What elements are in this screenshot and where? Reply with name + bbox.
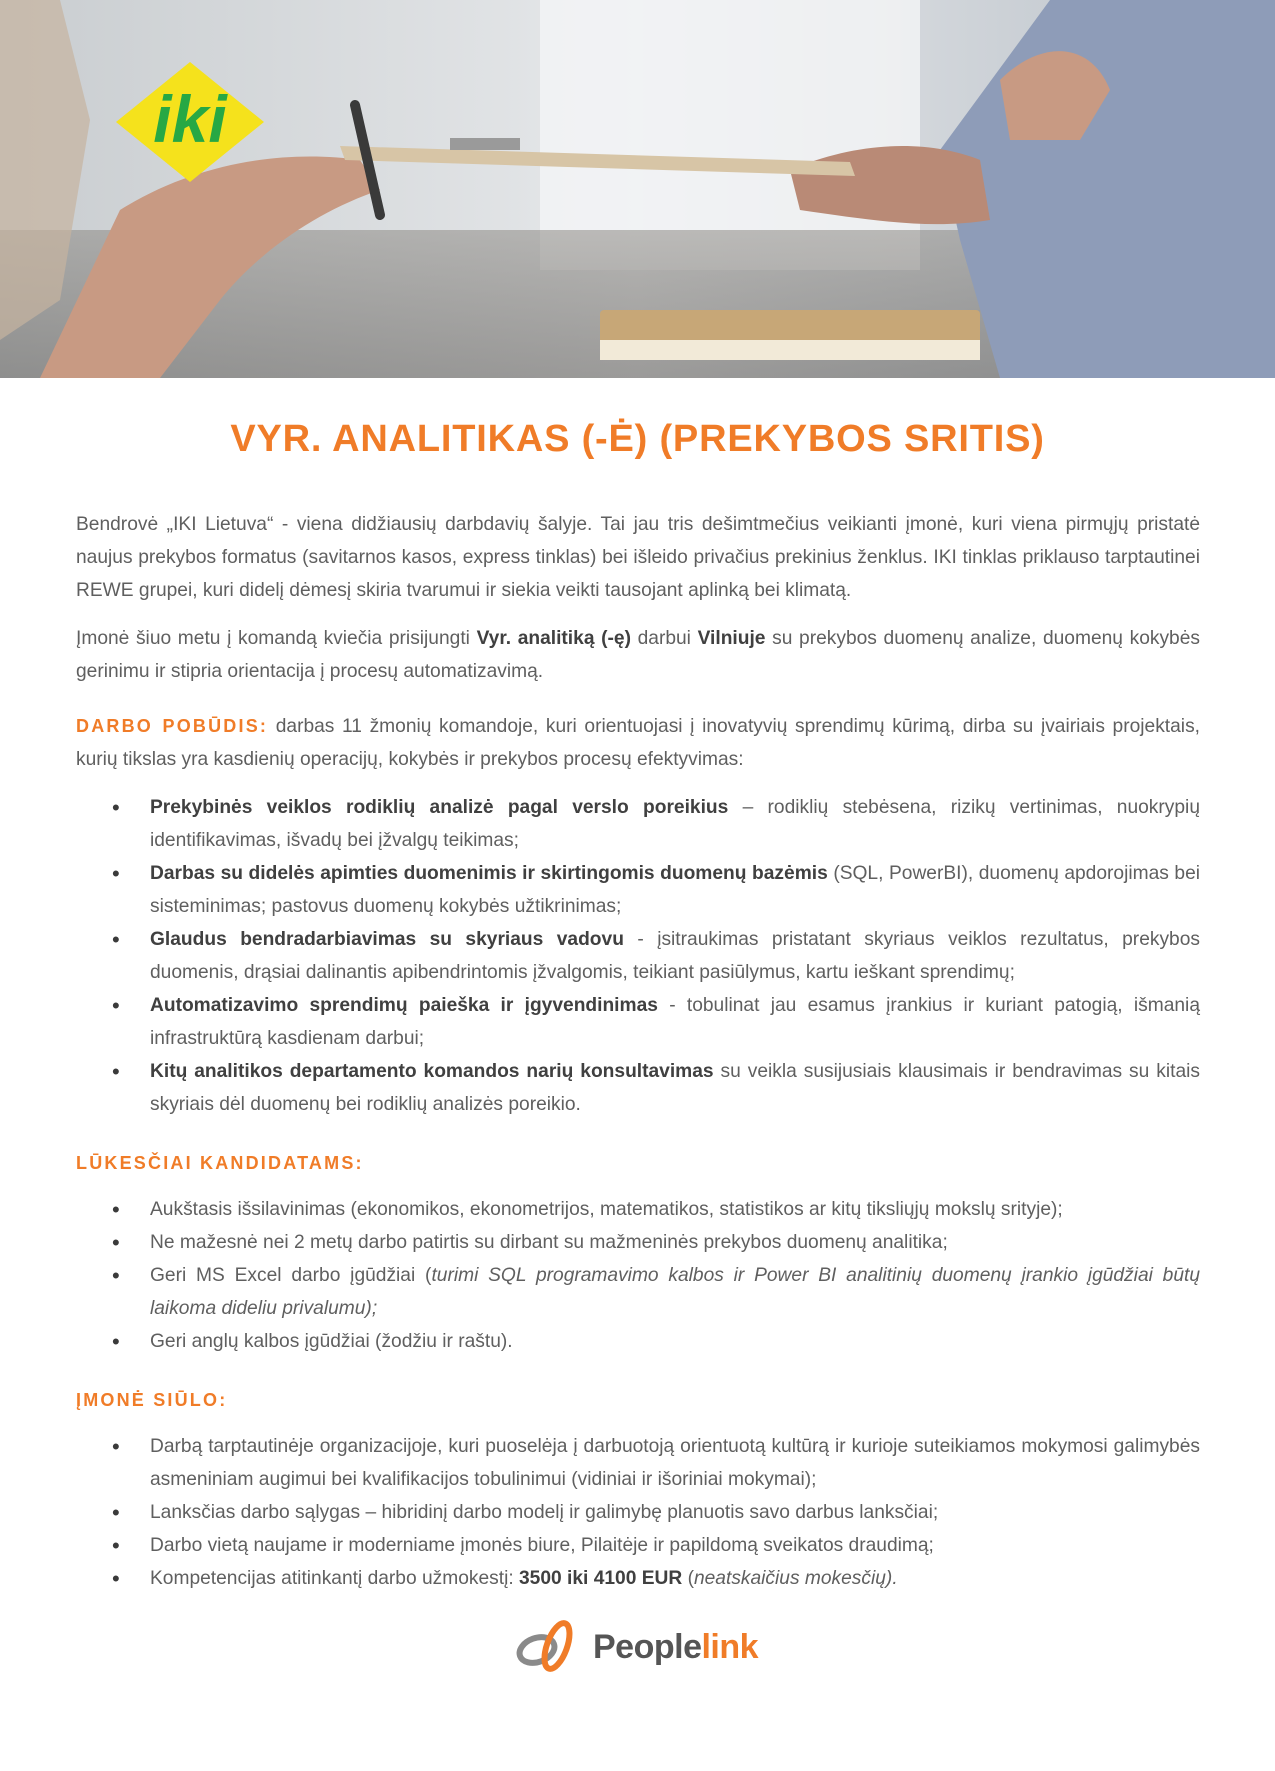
list-item: • Darbą tarptautinėje organizacijoje, kuri puoselėja į darbuotoją orientuotą kultūrą ir kurioje suteikiamos mokymosi galimybės asmeniniam augimui bei kvalifikacijos tobulinimui (vidiniai ir išoriniai mokymai);: [76, 1430, 1200, 1496]
work-list: [76, 791, 1200, 1121]
list-item: • Geri MS Excel darbo įgūdžiai (turimi SQL programavimo kalbos ir Power BI analitinių duomenų įrankio įgūdžiai būtų laikoma dideliu privalumu);: [76, 1259, 1200, 1325]
peoplelink-logo: [515, 1618, 765, 1678]
list-item: • Darbas su didelės apimties duomenimis ir skirtingomis duomenų bazėmis (SQL, PowerBI), duomenų apdorojimas bei sisteminimas; pastovus duomenų kokybės užtikrinimas;: [76, 857, 1200, 923]
peoplelink-wordmark: Peoplelink: [593, 1628, 759, 1666]
job-description: [76, 508, 1200, 1595]
list-item: • Geri anglų kalbos įgūdžiai (žodžiu ir raštu).: [76, 1325, 1200, 1358]
page-title: VYR. ANALITIKAS (-Ė) (PREKYBOS SRITIS): [230, 418, 1045, 460]
svg-text:iki: iki: [153, 82, 227, 156]
expectations-heading: LŪKESČIAI KANDIDATAMS:: [76, 1153, 364, 1173]
list-item: • Aukštasis išsilavinimas (ekonomikos, ekonometrijos, matematikos, statistikos ar kitų tiksliųjų mokslų srityje);: [76, 1193, 1200, 1226]
work-heading: DARBO POBŪDIS:: [76, 716, 269, 736]
hero-image: [0, 0, 1275, 378]
list-item: • Kompetencijas atitinkantį darbo užmokestį: 3500 iki 4100 EUR (neatskaičius mokesčių).: [76, 1562, 1200, 1595]
iki-logo: [112, 60, 268, 184]
offer-heading: ĮMONĖ SIŪLO:: [76, 1390, 228, 1410]
list-item: • Darbo vietą naujame ir moderniame įmonės biure, Pilaitėje ir papildomą sveikatos draudimą;: [76, 1529, 1200, 1562]
list-item: • Ne mažesnė nei 2 metų darbo patirtis su dirbant su mažmeninės prekybos duomenų analitika;: [76, 1226, 1200, 1259]
list-item: • Lanksčias darbo sąlygas – hibridinį darbo modelį ir galimybę planuotis savo darbus lanksčiai;: [76, 1496, 1200, 1529]
offer-list: [76, 1430, 1200, 1595]
intro-paragraph-2: Įmonė šiuo metu į komandą kviečia prisijungti Vyr. analitiką (-ę) darbui Vilniuje su prekybos duomenų analize, duomenų kokybės gerinimu ir stipria orientacija į procesų automatizavimą.: [76, 628, 1200, 682]
list-item: • Prekybinės veiklos rodiklių analizė pagal verslo poreikius – rodiklių stebėsena, rizikų vertinimas, nuokrypių identifikavimas, išvadų bei įžvalgų teikimas;: [76, 791, 1200, 857]
work-description: DARBO POBŪDIS: darbas 11 žmonių komandoje, kuri orientuojasi į inovatyvių sprendimų kūrimą, dirba su įvairiais projektais, kurių tikslas yra kasdienių operacijų, kokybės ir prekybos procesų efektyvimas:: [76, 716, 1200, 770]
intro-paragraph-1: Bendrovė „IKI Lietuva“ - viena didžiausių darbdavių šalyje. Tai jau tris dešimtmečius veikianti įmonė, kuri viena pirmųjų pristatė naujus prekybos formatus (savitarnos kasos, express tinklas) bei išleido privačius prekinius ženklus. IKI tinklas priklauso tarptautinei REWE grupei, kuri didelį dėmesį skiria tvarumui ir siekia veikti tausojant aplinką bei klimatą.: [76, 514, 1200, 601]
list-item: • Automatizavimo sprendimų paieška ir įgyvendinimas - tobulinat jau esamus įrankius ir kuriant patogią, išmanią infrastruktūrą kasdienam darbui;: [76, 989, 1200, 1055]
expectations-list: [76, 1193, 1200, 1358]
peoplelink-mark-icon: [515, 1618, 585, 1678]
list-item: • Kitų analitikos departamento komandos narių konsultavimas su veikla susijusiais klausimais ir bendravimas su kitais skyriais dėl duomenų bei rodiklių analizės poreikio.: [76, 1055, 1200, 1121]
list-item: • Glaudus bendradarbiavimas su skyriaus vadovu - įsitraukimas pristatant skyriaus veiklos rezultatus, prekybos duomenis, drąsiai dalinantis apibendrintomis įžvalgomis, teikiant pasiūlymus, kartu ieškant sprendimų;: [76, 923, 1200, 989]
